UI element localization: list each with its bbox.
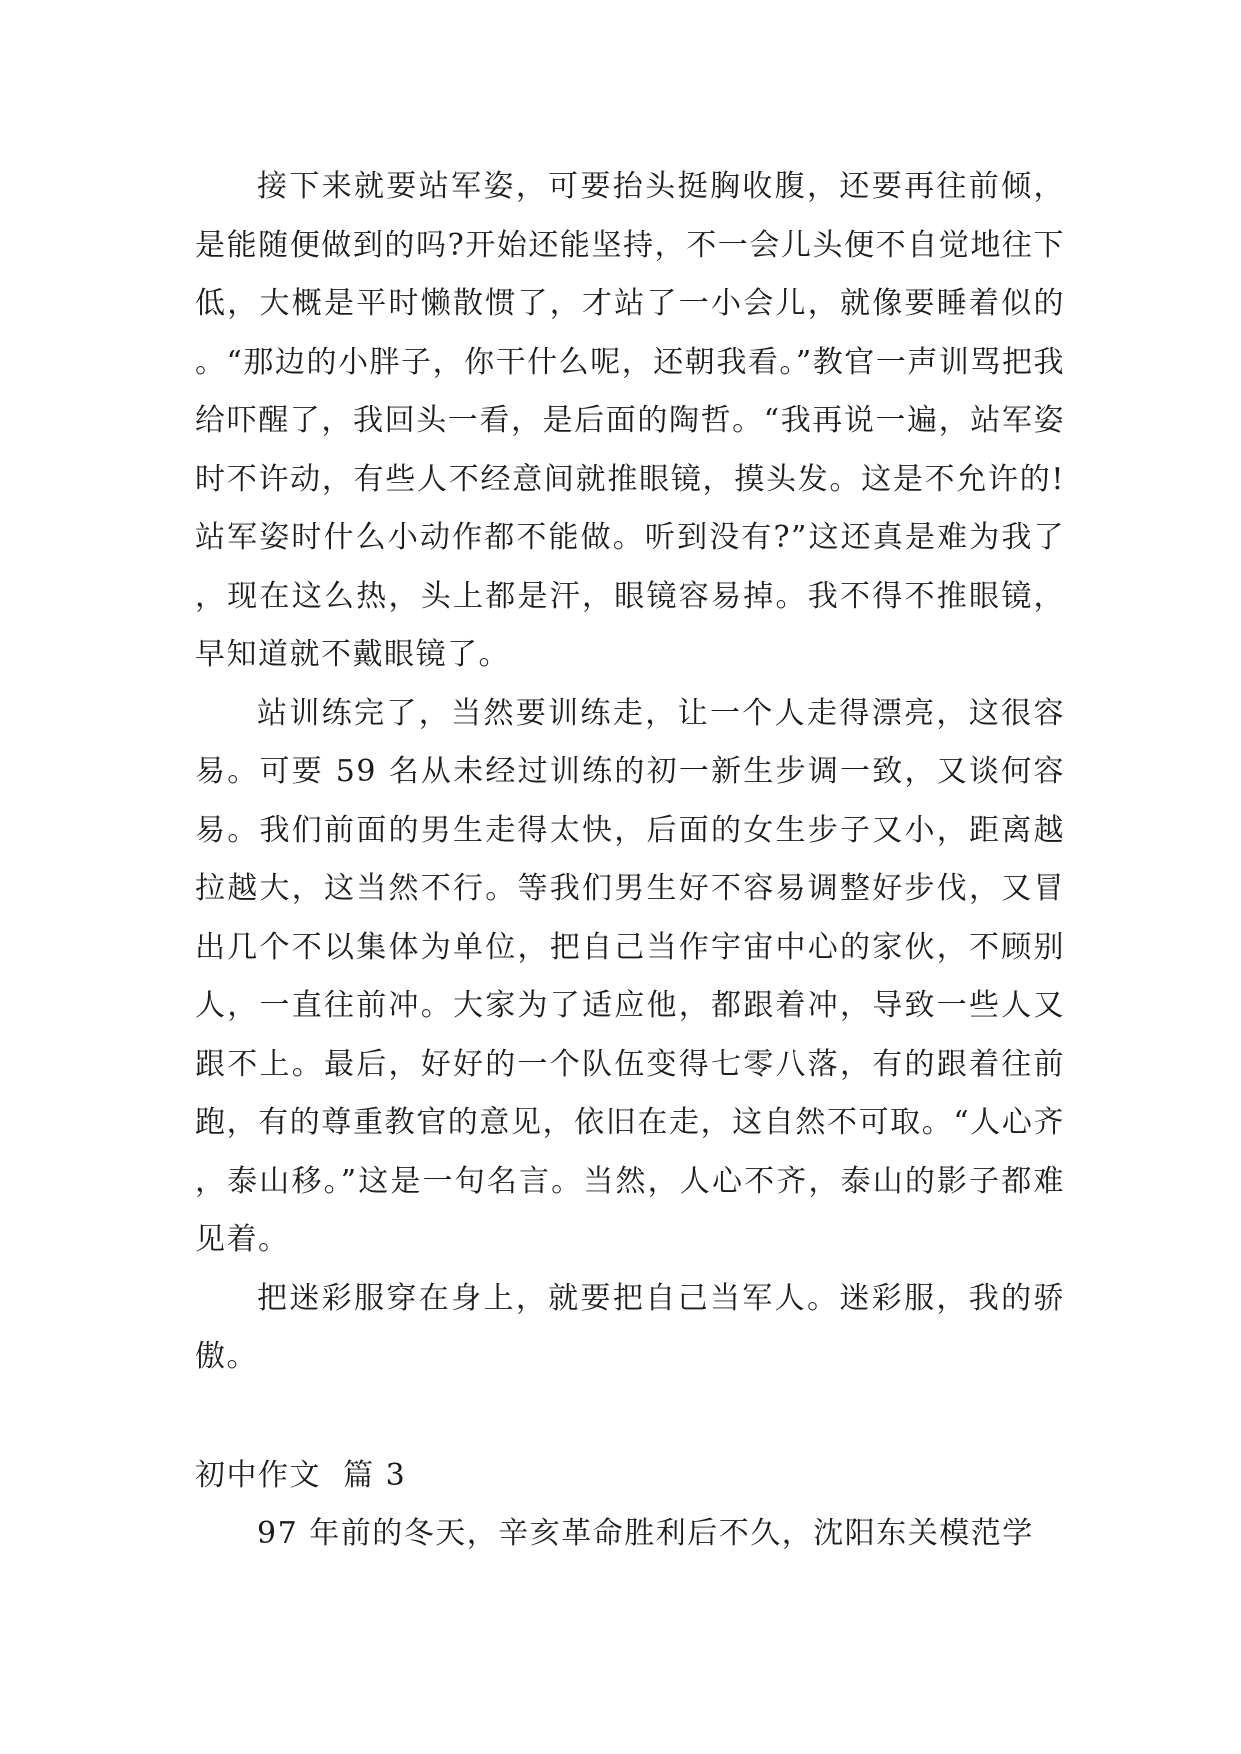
section-heading: 初中作文 篇 3 [195, 1457, 407, 1493]
paragraph-section-3-opening: 97 年前的冬天，辛亥革命胜利后不久，沈阳东关模范学 [257, 1516, 1034, 1551]
paragraph-military-stance: 接下来就要站军姿，可要抬头挺胸收腹，还要再往前倾，是能随便做到的吗?开始还能坚持，不一会儿头便不自觉地往下低，大概是平时懒散惯了，才站了一小会儿，就像要睡着似的。“那边的小胖子，你干什么呢，还朝我看。”教官一声训骂把我给吓醒了，我回头一看，是后面的陶哲。“我再说一遍，站军姿时不许动，有些人不经意间就推眼镜，摸头发。这是不允许的!站军姿时什么小动作都不能做。听到没有?”这还真是难为我了，现在这么热，头上都是汗，眼镜容易掉。我不得不推眼镜，早知道就不戴眼镜了。 [195, 169, 1065, 672]
paragraph-camouflage-pride: 把迷彩服穿在身上，就要把自己当军人。迷彩服，我的骄傲。 [195, 1280, 1065, 1374]
document-body [195, 158, 1065, 1564]
paragraph-marching-training: 站训练完了，当然要训练走，让一个人走得漂亮，这很容易。可要 59 名从未经过训练的初一新生步调一致，又谈何容易。我们前面的男生走得太快，后面的女生步子又小，距离越拉越大，这当然不行。等我们男生好不容易调整好步伐，又冒出几个不以集体为单位，把自己当作宇宙中心的家伙，不顾别人，一直往前冲。大家为了适应他，都跟着冲，导致一些人又跟不上。最后，好好的一个队伍变得七零八落，有的跟着往前跑，有的尊重教官的意见，依旧在走，这自然不可取。“人心齐，泰山移。”这是一句名言。当然，人心不齐，泰山的影子都难见着。 [195, 695, 1065, 1257]
